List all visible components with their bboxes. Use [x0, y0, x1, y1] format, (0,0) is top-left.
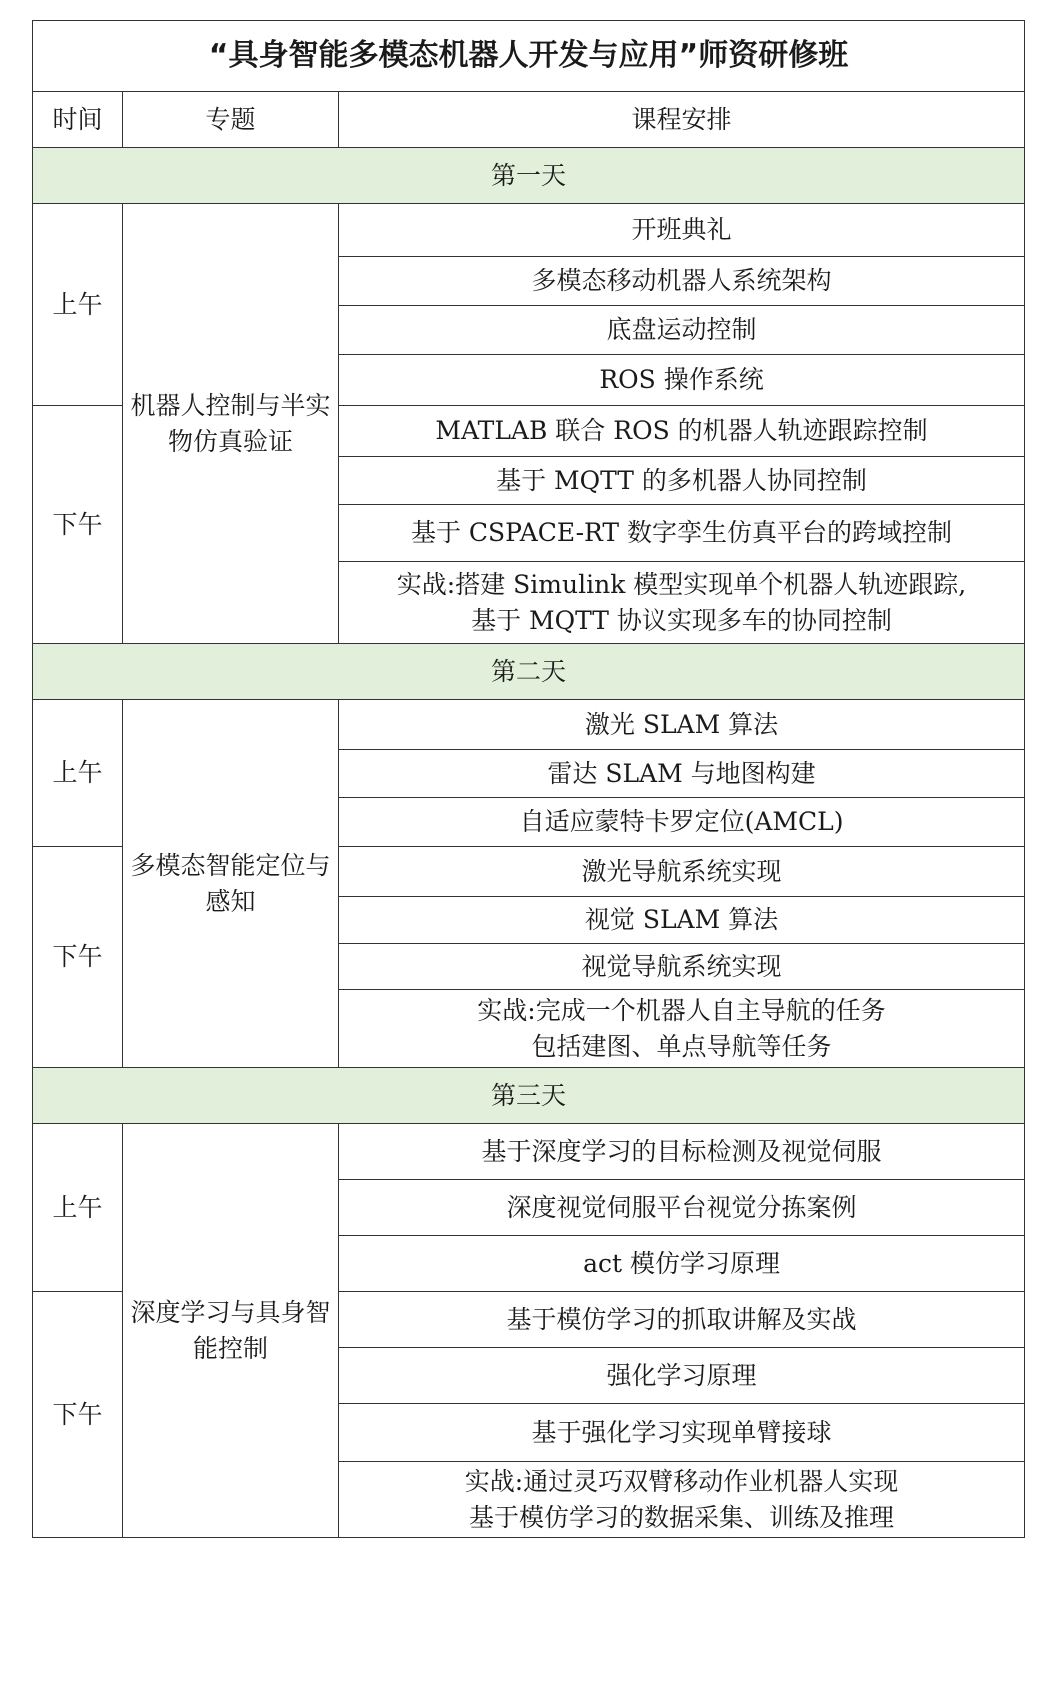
day-header: 第三天	[33, 1068, 1025, 1124]
course-item: 基于模仿学习的抓取讲解及实战	[339, 1292, 1025, 1348]
topic-text: 深度学习与具身智能控制	[130, 1298, 331, 1363]
header-time: 时间	[33, 92, 123, 148]
session-afternoon: 下午	[33, 1292, 123, 1538]
course-item: 基于 CSPACE-RT 数字孪生仿真平台的跨域控制	[339, 505, 1025, 562]
header-course: 课程安排	[339, 92, 1025, 148]
session-morning: 上午	[33, 1124, 123, 1292]
session-afternoon: 下午	[33, 406, 123, 644]
day-header: 第二天	[33, 644, 1025, 700]
topic-cell	[123, 700, 339, 1068]
course-item: 实战:通过灵巧双臂移动作业机器人实现 基于模仿学习的数据采集、训练及推理	[339, 1462, 1025, 1538]
day-header: 第一天	[33, 148, 1025, 204]
course-item: 实战:搭建 Simulink 模型实现单个机器人轨迹跟踪, 基于 MQTT 协议实现多车的协同控制	[339, 562, 1025, 644]
course-item: 基于 MQTT 的多机器人协同控制	[339, 457, 1025, 505]
course-item: MATLAB 联合 ROS 的机器人轨迹跟踪控制	[339, 406, 1025, 457]
course-item: 基于强化学习实现单臂接球	[339, 1404, 1025, 1462]
course-item: 雷达 SLAM 与地图构建	[339, 750, 1025, 798]
course-item: 自适应蒙特卡罗定位(AMCL)	[339, 798, 1025, 847]
session-afternoon: 下午	[33, 847, 123, 1068]
course-item: 开班典礼	[339, 204, 1025, 257]
session-morning: 上午	[33, 204, 123, 406]
topic-cell	[123, 204, 339, 644]
topic-cell	[123, 1124, 339, 1538]
course-item: 基于深度学习的目标检测及视觉伺服	[339, 1124, 1025, 1180]
schedule-table	[32, 20, 1025, 1538]
course-item: 强化学习原理	[339, 1348, 1025, 1404]
course-item: 多模态移动机器人系统架构	[339, 257, 1025, 306]
course-item: 激光导航系统实现	[339, 847, 1025, 897]
course-item: 视觉导航系统实现	[339, 944, 1025, 990]
course-item: 激光 SLAM 算法	[339, 700, 1025, 750]
course-item: act 模仿学习原理	[339, 1236, 1025, 1292]
course-item: 实战:完成一个机器人自主导航的任务 包括建图、单点导航等任务	[339, 990, 1025, 1068]
course-item: ROS 操作系统	[339, 355, 1025, 406]
topic-text: 机器人控制与半实物仿真验证	[130, 391, 331, 456]
topic-text: 多模态智能定位与感知	[130, 851, 331, 916]
header-topic: 专题	[123, 92, 339, 148]
session-morning: 上午	[33, 700, 123, 847]
course-item: 视觉 SLAM 算法	[339, 897, 1025, 944]
page-title: “具身智能多模态机器人开发与应用”师资研修班	[33, 21, 1025, 92]
course-item: 深度视觉伺服平台视觉分拣案例	[339, 1180, 1025, 1236]
course-item: 底盘运动控制	[339, 306, 1025, 355]
